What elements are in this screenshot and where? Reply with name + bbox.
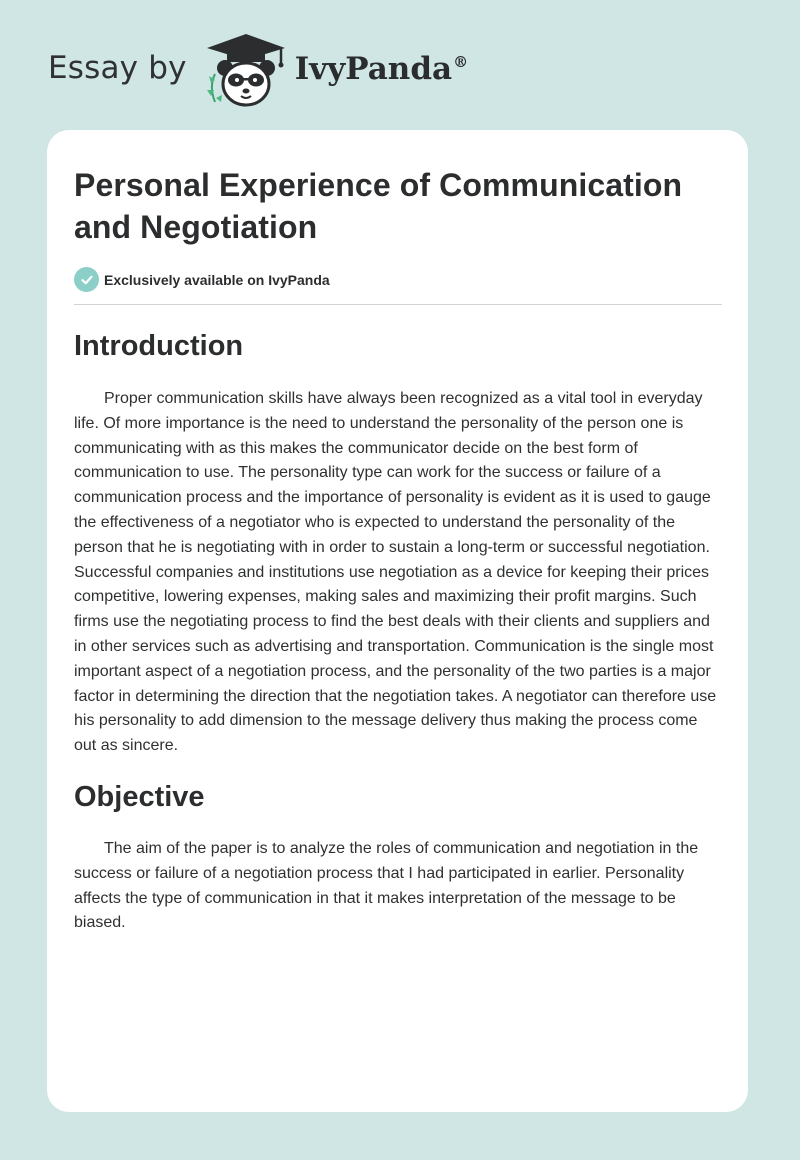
ivypanda-logo-link[interactable] bbox=[201, 30, 468, 110]
section-text-objective: The aim of the paper is to analyze the roles of communication and negotiation in the success or failure of a negotiation process that I had participated in earlier. Personality affects the type of communication in that it makes interpretation of the message to be biased. bbox=[74, 839, 699, 932]
divider bbox=[74, 304, 722, 305]
exclusive-label: Exclusively available on IvyPanda bbox=[104, 271, 330, 288]
essay-card bbox=[47, 130, 748, 1112]
site-header bbox=[48, 30, 468, 110]
section-heading-objective: Objective bbox=[74, 780, 205, 813]
essay-by-label: Essay by bbox=[48, 50, 187, 86]
page-title: Personal Experience of Communication and Negotiation bbox=[74, 167, 683, 245]
check-circle-icon bbox=[74, 267, 99, 292]
section-text-introduction: Proper communication skills have always been recognized as a vital tool in everyday life. Of more importance is the need to understand the personality of the person one is communicating with as this makes the communicator decide on the best form of communication to use. The personality type can work for the success or failure of a communication process and the importance of personality is evident as it is used to gauge the effectiveness of a negotiator who is expected to understand the personality of the person that he is negotiating with in order to sustain a long-term or successful negotiation. Successful companies and institutions use negotiation as a device for keeping their prices competitive, lowering expenses, making sales and maximizing their profit margins. Such firms use the negotiating process to find the best deals with their clients and suppliers and in other services such as advertising and transportation. Communication is the single most important aspect of a negotiation process, and the personality of the two parties is a major factor in determining the direction that the negotiation takes. A negotiator can therefore use his personality to add dimension to the message delivery thus making the process come out as sincere. bbox=[74, 390, 717, 755]
exclusive-badge bbox=[74, 267, 722, 292]
section-heading-introduction: Introduction bbox=[74, 330, 244, 362]
brand-name: IvyPanda® bbox=[294, 51, 469, 87]
panda-graduate-icon bbox=[201, 30, 291, 110]
